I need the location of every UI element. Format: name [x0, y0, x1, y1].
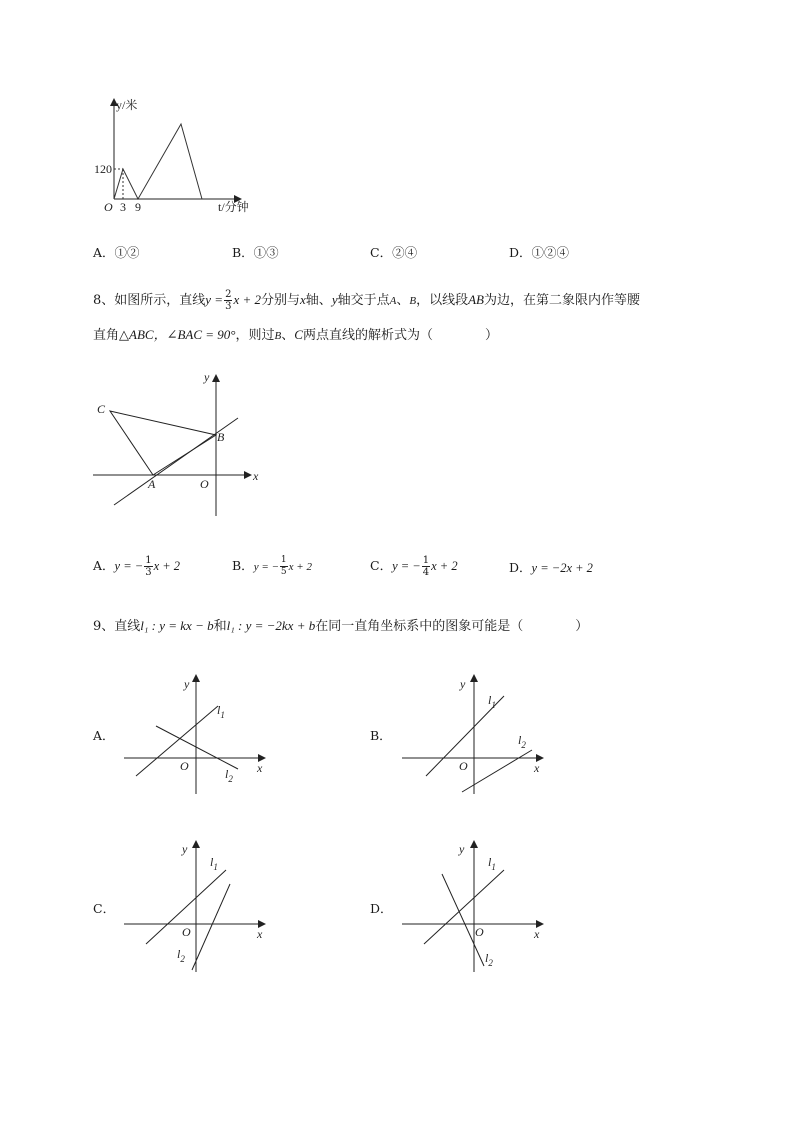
q8-label-b: B — [217, 430, 225, 444]
l1-line — [136, 706, 218, 776]
q9-option-b[interactable]: B． — [370, 728, 392, 743]
q8-option-d[interactable]: D．y = −2x + 2 — [509, 560, 593, 575]
q7-option-d[interactable]: D．①②④ — [509, 245, 570, 260]
q7-option-c[interactable]: C．②④ — [370, 245, 418, 260]
q8-label-x: x — [253, 469, 259, 483]
q9-option-c[interactable]: C． — [93, 901, 116, 916]
q8-mid: 分别与 — [261, 293, 301, 308]
q8-option-c[interactable]: C．y = − $\frac{1}{4}$ x + 2 — [370, 555, 458, 578]
q8-eq-rhs: x + 2 — [233, 292, 261, 307]
q9-option-d[interactable]: D． — [370, 901, 393, 916]
q8-l2-c: C — [294, 327, 303, 342]
q9-graph-d — [396, 838, 556, 978]
q8-option-b[interactable]: B．y = − $\frac{1}{5}$ x + 2 — [232, 555, 312, 577]
svg-text:y: y — [184, 677, 190, 691]
q8-l2-suffix: ，则过 — [235, 328, 275, 343]
q9-option-a[interactable]: A． — [93, 728, 115, 743]
svg-text:l1: $l_1$ — [217, 703, 225, 720]
svg-text:y: y — [459, 842, 465, 856]
q8-label-c: C — [97, 402, 106, 416]
q7-option-a[interactable]: A．①② — [93, 245, 140, 260]
l2-line — [156, 726, 238, 769]
q8-l2-sep: 、 — [281, 328, 295, 343]
q9-graph-c — [118, 838, 278, 978]
svg-text:y: y — [182, 842, 188, 856]
svg-text:l1: $l_1$ — [210, 855, 218, 872]
q8-l2-prefix: 直角 — [93, 328, 120, 343]
distance-path — [114, 124, 202, 199]
q8-prefix: 8、如图所示，直线 — [93, 293, 206, 308]
q8-angle: ，∠BAC = 90° — [153, 327, 236, 342]
q9-and: 和 — [213, 619, 227, 634]
q9-line-l2: l₁ : y = −2kx + b — [226, 618, 316, 633]
q7-option-b[interactable]: B．①③ — [232, 245, 279, 260]
q8-option-a[interactable]: A．y = − $\frac{1}{3}$ x + 2 — [93, 555, 181, 578]
q8-question-line1 — [93, 286, 640, 315]
svg-text:O: O — [459, 759, 468, 773]
q8-l2-b: B — [274, 330, 282, 342]
svg-text:l1: $l_1$ — [488, 855, 496, 872]
x-axis-label: t/分钟 — [218, 200, 249, 214]
q8-suffix: 为边，在第二象限内作等腰 — [484, 293, 641, 308]
q8-figure — [88, 364, 268, 524]
q8-triangle: △ABC — [119, 327, 154, 342]
q9-graph-b — [396, 670, 556, 800]
q8-sep: 、 — [396, 293, 410, 308]
q8-y-var: y — [331, 292, 338, 307]
q8-x-var: x — [300, 292, 306, 307]
svg-text:x: x — [257, 927, 263, 941]
q9-prefix: 9、直线 — [93, 619, 141, 634]
svg-text:l2: $l_2$ — [485, 951, 493, 968]
q8-point-a: A — [389, 295, 397, 307]
svg-text:l2: $l_2$ — [225, 767, 233, 784]
q8-label-y: y — [204, 370, 210, 384]
svg-text:l2: $l_2$ — [518, 733, 526, 750]
q9-suffix: 在同一直角坐标系中的图象可能是（ ） — [315, 619, 589, 634]
svg-text:x: x — [534, 761, 540, 775]
q8-triangle-abc — [110, 411, 216, 475]
q9-line-l1: l₁ : y = kx − b — [140, 618, 214, 633]
l2-line — [192, 884, 230, 970]
origin-label: O — [104, 200, 113, 214]
svg-text:y: y — [460, 677, 466, 691]
q8-eq-lhs: y = — [205, 292, 224, 307]
l2-line — [462, 750, 532, 792]
x-tick-9: 9 — [135, 200, 141, 214]
y-tick-120: 120 — [94, 162, 112, 176]
l2-line — [442, 874, 484, 966]
svg-text:l1: $l_1$ — [488, 693, 496, 710]
q8-mid3: 轴交于点 — [337, 293, 390, 308]
svg-text:x: x — [534, 927, 540, 941]
q8-mid4: ，以线段 — [416, 293, 469, 308]
svg-text:l2: $l_2$ — [177, 947, 185, 964]
q8-l2-end: 两点直线的解析式为（ ） — [302, 328, 498, 343]
y-axis-label: y/米 — [116, 98, 138, 112]
svg-text:O: O — [475, 925, 484, 939]
q8-question-line2 — [93, 324, 498, 343]
q9-graph-a — [118, 670, 278, 800]
q8-mid2: 轴、 — [305, 293, 332, 308]
svg-text:O: O — [180, 759, 189, 773]
q8-label-o: O — [200, 477, 209, 491]
q8-segment-ab: AB — [468, 292, 484, 307]
q8-eq-frac: $\frac{2}{3}$ — [225, 289, 232, 312]
q7-distance-time-graph — [92, 92, 262, 222]
svg-text:O: O — [182, 925, 191, 939]
svg-text:x: x — [257, 761, 263, 775]
l1-line — [424, 870, 504, 944]
x-tick-3: 3 — [120, 200, 126, 214]
q8-point-b: B — [409, 295, 417, 307]
q8-label-a: A — [148, 477, 156, 491]
q9-question — [93, 615, 588, 634]
